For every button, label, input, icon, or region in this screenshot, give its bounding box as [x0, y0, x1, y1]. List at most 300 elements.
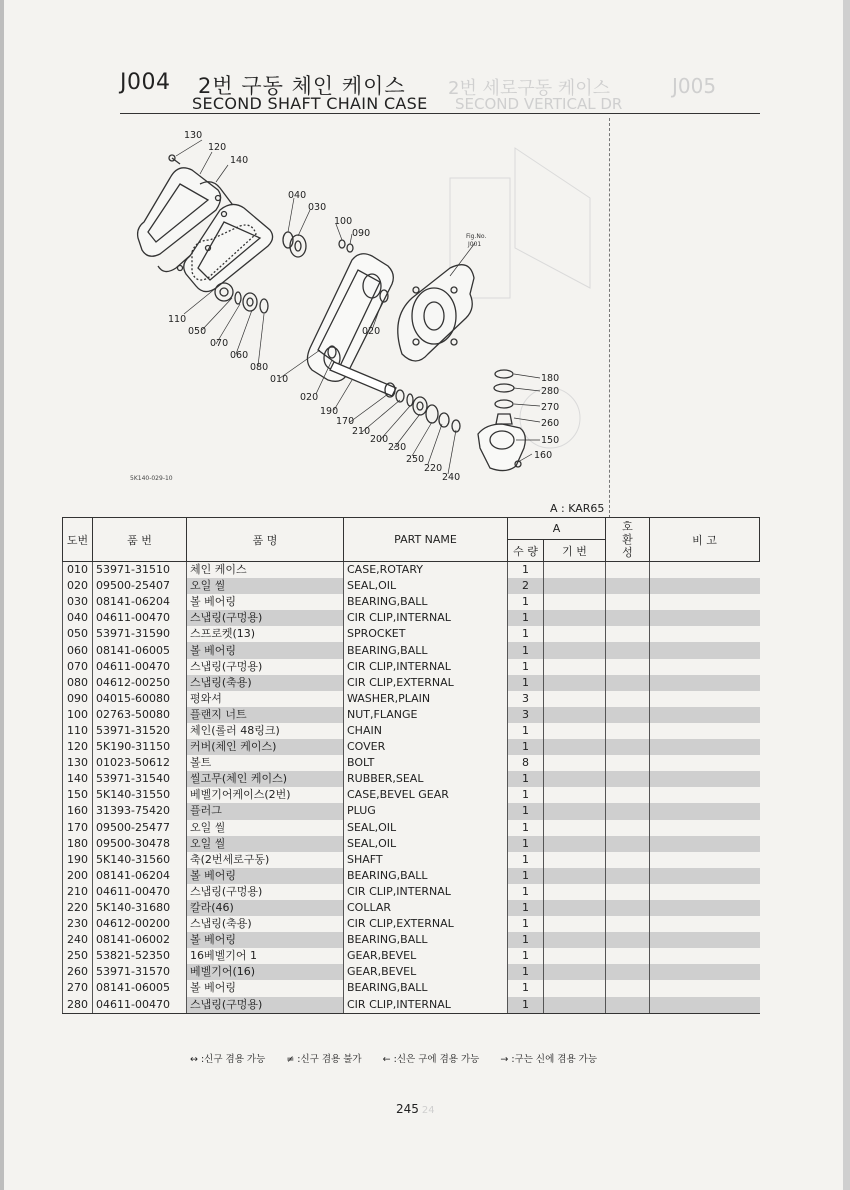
part-name-korean: 스프로켓(13)	[187, 626, 344, 642]
note	[650, 997, 760, 1014]
table-row	[63, 980, 760, 996]
part-number: 08141-06005	[93, 980, 187, 996]
table-row	[63, 594, 760, 610]
note	[650, 836, 760, 852]
item-number: 080	[63, 675, 93, 691]
base-number	[544, 610, 606, 626]
part-name-english: WASHER,PLAIN	[344, 691, 508, 707]
base-number	[544, 771, 606, 787]
base-number	[544, 852, 606, 868]
callout-200: 200	[370, 434, 389, 445]
compatibility	[606, 771, 650, 787]
part-name-english: CIR CLIP,INTERNAL	[344, 659, 508, 675]
part-name-english: GEAR,BEVEL	[344, 948, 508, 964]
note	[650, 707, 760, 723]
part-name-english: CHAIN	[344, 723, 508, 739]
scan-edge-right	[843, 0, 850, 1190]
note	[650, 610, 760, 626]
quantity: 1	[508, 836, 544, 852]
callout-040: 040	[288, 190, 307, 201]
table-row	[63, 723, 760, 739]
base-number	[544, 642, 606, 658]
table-row	[63, 642, 760, 658]
callout-020-upper: 020	[362, 326, 381, 337]
table-row	[63, 707, 760, 723]
quantity: 1	[508, 642, 544, 658]
header-no: 도번	[63, 518, 93, 562]
quantity: 1	[508, 594, 544, 610]
part-name-korean: 베벨기어케이스(2번)	[187, 787, 344, 803]
base-number	[544, 997, 606, 1014]
quantity: 1	[508, 916, 544, 932]
header-compat: 호 환 성	[606, 518, 650, 562]
section-title-korean: 2번 구동 체인 케이스	[198, 74, 406, 98]
compatibility	[606, 787, 650, 803]
note	[650, 787, 760, 803]
table-row	[63, 578, 760, 594]
table-row	[63, 884, 760, 900]
callout-010: 010	[270, 374, 289, 385]
scan-edge-left	[0, 0, 4, 1190]
ghost-title-en: SECOND VERTICAL DR	[455, 95, 623, 113]
part-number: 53821-52350	[93, 948, 187, 964]
item-number: 100	[63, 707, 93, 723]
base-number	[544, 707, 606, 723]
part-name-korean: 오일 씰	[187, 820, 344, 836]
part-name-english: COVER	[344, 739, 508, 755]
part-name-english: CASE,ROTARY	[344, 562, 508, 579]
callout-220: 220	[424, 463, 443, 474]
note	[650, 594, 760, 610]
part-name-english: BEARING,BALL	[344, 932, 508, 948]
part-name-english: CIR CLIP,INTERNAL	[344, 997, 508, 1014]
item-number: 230	[63, 916, 93, 932]
base-number	[544, 562, 606, 579]
part-number: 5K140-31680	[93, 900, 187, 916]
ghost-title-ko: 2번 세로구동 케이스	[448, 78, 610, 99]
part-name-korean: 스냅링(구멍용)	[187, 659, 344, 675]
section-code: J004	[120, 70, 171, 95]
quantity: 1	[508, 997, 544, 1014]
callout-240: 240	[442, 472, 461, 483]
quantity: 1	[508, 771, 544, 787]
item-number: 040	[63, 610, 93, 626]
part-name-english: PLUG	[344, 803, 508, 819]
callout-100: 100	[334, 216, 353, 227]
note	[650, 868, 760, 884]
part-name-english: COLLAR	[344, 900, 508, 916]
quantity: 3	[508, 691, 544, 707]
callout-230: 230	[388, 442, 407, 453]
part-number: 09500-25407	[93, 578, 187, 594]
part-name-korean: 볼 베어링	[187, 932, 344, 948]
base-number	[544, 948, 606, 964]
compatibility	[606, 884, 650, 900]
part-name-korean: 평와셔	[187, 691, 344, 707]
quantity: 8	[508, 755, 544, 771]
callout-170: 170	[336, 416, 355, 427]
header-part-name-ko: 품 명	[187, 518, 344, 562]
compatibility	[606, 820, 650, 836]
part-name-english: BEARING,BALL	[344, 868, 508, 884]
compatibility	[606, 594, 650, 610]
compatibility	[606, 723, 650, 739]
table-row	[63, 803, 760, 819]
part-number: 08141-06204	[93, 868, 187, 884]
table-row	[63, 771, 760, 787]
page-header	[120, 70, 760, 114]
compatibility	[606, 691, 650, 707]
part-name-english: CIR CLIP,EXTERNAL	[344, 916, 508, 932]
callout-130: 130	[184, 130, 203, 141]
part-name-english: RUBBER,SEAL	[344, 771, 508, 787]
compatibility	[606, 852, 650, 868]
part-name-english: GEAR,BEVEL	[344, 964, 508, 980]
part-number: 04612-00250	[93, 675, 187, 691]
callout-050: 050	[188, 326, 207, 337]
part-name-english: NUT,FLANGE	[344, 707, 508, 723]
quantity: 1	[508, 803, 544, 819]
exploded-parts-diagram	[120, 118, 610, 498]
note	[650, 803, 760, 819]
note	[650, 948, 760, 964]
item-number: 060	[63, 642, 93, 658]
part-name-english: SEAL,OIL	[344, 578, 508, 594]
compatibility	[606, 707, 650, 723]
part-name-korean: 칼라(46)	[187, 900, 344, 916]
part-name-korean: 스냅링(축용)	[187, 675, 344, 691]
quantity: 1	[508, 948, 544, 964]
compatibility	[606, 642, 650, 658]
table-row	[63, 948, 760, 964]
compatibility	[606, 836, 650, 852]
base-number	[544, 626, 606, 642]
quantity: 1	[508, 610, 544, 626]
legend-item: ← :신은 구에 겸용 가능	[382, 1054, 480, 1065]
compatibility	[606, 739, 650, 755]
part-number: 04611-00470	[93, 659, 187, 675]
part-number: 04611-00470	[93, 610, 187, 626]
part-name-english: SPROCKET	[344, 626, 508, 642]
part-number: 5K140-31550	[93, 787, 187, 803]
part-number: 04611-00470	[93, 997, 187, 1014]
part-name-english: CIR CLIP,INTERNAL	[344, 610, 508, 626]
quantity: 1	[508, 964, 544, 980]
note	[650, 675, 760, 691]
base-number	[544, 691, 606, 707]
part-name-korean: 체인 케이스	[187, 562, 344, 579]
table-row	[63, 836, 760, 852]
part-number: 02763-50080	[93, 707, 187, 723]
callout-080: 080	[250, 362, 269, 373]
part-number: 04611-00470	[93, 884, 187, 900]
part-name-korean: 오일 씰	[187, 578, 344, 594]
part-name-korean: 스냅링(구멍용)	[187, 997, 344, 1014]
part-name-korean: 스냅링(축용)	[187, 916, 344, 932]
callout-060: 060	[230, 350, 249, 361]
table-row	[63, 675, 760, 691]
compatibility	[606, 932, 650, 948]
item-number: 280	[63, 997, 93, 1014]
item-number: 120	[63, 739, 93, 755]
part-name-korean: 볼 베어링	[187, 594, 344, 610]
note	[650, 820, 760, 836]
table-row	[63, 691, 760, 707]
callout-260: 260	[541, 418, 560, 429]
compatibility	[606, 980, 650, 996]
part-number: 09500-25477	[93, 820, 187, 836]
part-name-english: CASE,BEVEL GEAR	[344, 787, 508, 803]
quantity: 1	[508, 820, 544, 836]
note	[650, 659, 760, 675]
fig-reference-line2: J001	[468, 241, 482, 248]
item-number: 010	[63, 562, 93, 579]
legend-item: → :구는 신에 겸용 가능	[500, 1054, 597, 1065]
compatibility	[606, 964, 650, 980]
callout-210: 210	[352, 426, 371, 437]
item-number: 150	[63, 787, 93, 803]
compatibility	[606, 900, 650, 916]
item-number: 110	[63, 723, 93, 739]
ghost-page-number: 24	[421, 1105, 435, 1116]
callout-070: 070	[210, 338, 229, 349]
header-rule	[120, 113, 760, 114]
page-number: 245 24	[396, 1102, 435, 1116]
quantity: 1	[508, 659, 544, 675]
part-name-english: BOLT	[344, 755, 508, 771]
base-number	[544, 900, 606, 916]
header-note: 비 고	[650, 518, 760, 562]
part-number: 5K140-31560	[93, 852, 187, 868]
table-row	[63, 626, 760, 642]
fig-reference-line1: Fig.No.	[466, 233, 487, 240]
part-name-korean: 씰고무(체인 케이스)	[187, 771, 344, 787]
compatibility	[606, 626, 650, 642]
quantity: 1	[508, 884, 544, 900]
note	[650, 562, 760, 579]
quantity: 1	[508, 739, 544, 755]
quantity: 2	[508, 578, 544, 594]
callout-190: 190	[320, 406, 339, 417]
part-name-korean: 볼 베어링	[187, 642, 344, 658]
part-number: 08141-06204	[93, 594, 187, 610]
item-number: 020	[63, 578, 93, 594]
callout-120: 120	[208, 142, 227, 153]
part-number: 01023-50612	[93, 755, 187, 771]
quantity: 1	[508, 723, 544, 739]
header-part-name: PART NAME	[344, 518, 508, 562]
compatibility	[606, 948, 650, 964]
part-name-korean: 플러그	[187, 803, 344, 819]
compatibility	[606, 997, 650, 1014]
compatibility	[606, 755, 650, 771]
part-number: 31393-75420	[93, 803, 187, 819]
callout-150: 150	[541, 435, 560, 446]
part-name-english: SEAL,OIL	[344, 836, 508, 852]
ghost-code: J005	[672, 74, 717, 98]
part-name-korean: 축(2번세로구동)	[187, 852, 344, 868]
table-row	[63, 610, 760, 626]
compatibility	[606, 610, 650, 626]
base-number	[544, 739, 606, 755]
part-name-english: CIR CLIP,INTERNAL	[344, 884, 508, 900]
item-number: 220	[63, 900, 93, 916]
item-number: 200	[63, 868, 93, 884]
part-number: 53971-31520	[93, 723, 187, 739]
callout-160: 160	[534, 450, 553, 461]
base-number	[544, 868, 606, 884]
compatibility	[606, 562, 650, 579]
note	[650, 900, 760, 916]
note	[650, 578, 760, 594]
compatibility	[606, 659, 650, 675]
part-number: 53971-31510	[93, 562, 187, 579]
base-number	[544, 820, 606, 836]
note	[650, 755, 760, 771]
quantity: 1	[508, 562, 544, 579]
part-name-english: CIR CLIP,EXTERNAL	[344, 675, 508, 691]
part-number: 04015-60080	[93, 691, 187, 707]
item-number: 090	[63, 691, 93, 707]
table-row	[63, 739, 760, 755]
part-name-korean: 체인(롤러 48링크)	[187, 723, 344, 739]
part-name-english: BEARING,BALL	[344, 594, 508, 610]
base-number	[544, 884, 606, 900]
table-row	[63, 868, 760, 884]
base-number	[544, 755, 606, 771]
part-name-korean: 볼트	[187, 755, 344, 771]
part-number: 08141-06005	[93, 642, 187, 658]
table-row	[63, 900, 760, 916]
table-row	[63, 820, 760, 836]
base-number	[544, 803, 606, 819]
base-number	[544, 916, 606, 932]
note	[650, 964, 760, 980]
callout-030: 030	[308, 202, 327, 213]
item-number: 210	[63, 884, 93, 900]
callout-280: 280	[541, 386, 560, 397]
callout-140: 140	[230, 155, 249, 166]
part-number: 5K190-31150	[93, 739, 187, 755]
header-qty: 수 량	[508, 540, 544, 562]
base-number	[544, 787, 606, 803]
base-number	[544, 594, 606, 610]
part-name-korean: 커버(체인 케이스)	[187, 739, 344, 755]
table-row	[63, 852, 760, 868]
note	[650, 626, 760, 642]
callout-270: 270	[541, 402, 560, 413]
base-number	[544, 723, 606, 739]
variant-label: A : KAR65	[550, 502, 605, 515]
table-row	[63, 964, 760, 980]
note	[650, 916, 760, 932]
compatibility-legend	[190, 1051, 615, 1065]
item-number: 030	[63, 594, 93, 610]
section-title-english: SECOND SHAFT CHAIN CASE	[192, 94, 428, 113]
part-name-korean: 볼 베어링	[187, 868, 344, 884]
base-number	[544, 659, 606, 675]
part-name-korean: 16베벨기어 1	[187, 948, 344, 964]
note	[650, 691, 760, 707]
quantity: 1	[508, 868, 544, 884]
note	[650, 739, 760, 755]
quantity: 3	[508, 707, 544, 723]
compatibility	[606, 868, 650, 884]
item-number: 270	[63, 980, 93, 996]
item-number: 170	[63, 820, 93, 836]
compatibility	[606, 675, 650, 691]
base-number	[544, 932, 606, 948]
part-number: 08141-06002	[93, 932, 187, 948]
item-number: 250	[63, 948, 93, 964]
item-number: 160	[63, 803, 93, 819]
note	[650, 771, 760, 787]
table-row	[63, 997, 760, 1014]
base-number	[544, 675, 606, 691]
callout-180: 180	[541, 373, 560, 384]
header-base: 기 번	[544, 540, 606, 562]
parts-list-table	[62, 517, 760, 1014]
part-number: 53971-31590	[93, 626, 187, 642]
part-number: 53971-31540	[93, 771, 187, 787]
part-number: 09500-30478	[93, 836, 187, 852]
quantity: 1	[508, 626, 544, 642]
part-name-english: SEAL,OIL	[344, 820, 508, 836]
item-number: 180	[63, 836, 93, 852]
item-number: 190	[63, 852, 93, 868]
item-number: 050	[63, 626, 93, 642]
table-row	[63, 932, 760, 948]
table-row	[63, 562, 760, 579]
item-number: 240	[63, 932, 93, 948]
base-number	[544, 836, 606, 852]
quantity: 1	[508, 787, 544, 803]
callout-090: 090	[352, 228, 371, 239]
quantity: 1	[508, 980, 544, 996]
part-name-korean: 스냅링(구멍용)	[187, 884, 344, 900]
part-name-korean: 볼 베어링	[187, 980, 344, 996]
part-name-korean: 베벨기어(16)	[187, 964, 344, 980]
note	[650, 642, 760, 658]
part-name-english: SHAFT	[344, 852, 508, 868]
note	[650, 980, 760, 996]
part-name-korean: 플랜지 너트	[187, 707, 344, 723]
part-name-korean: 오일 씰	[187, 836, 344, 852]
item-number: 070	[63, 659, 93, 675]
compatibility	[606, 916, 650, 932]
base-number	[544, 980, 606, 996]
note	[650, 884, 760, 900]
part-name-korean: 스냅링(구멍용)	[187, 610, 344, 626]
item-number: 130	[63, 755, 93, 771]
legend-item: ↔ :신구 겸용 가능	[190, 1054, 266, 1065]
callout-250: 250	[406, 454, 425, 465]
quantity: 1	[508, 852, 544, 868]
callout-020-lower: 020	[300, 392, 319, 403]
legend-item: ≠ :신구 겸용 불가	[286, 1054, 362, 1065]
header-model: A	[508, 518, 606, 540]
quantity: 1	[508, 675, 544, 691]
part-name-english: BEARING,BALL	[344, 980, 508, 996]
table-row	[63, 659, 760, 675]
parts-table-body	[63, 562, 760, 1014]
base-number	[544, 578, 606, 594]
part-name-english: BEARING,BALL	[344, 642, 508, 658]
item-number: 260	[63, 964, 93, 980]
compatibility	[606, 578, 650, 594]
note	[650, 723, 760, 739]
table-row	[63, 916, 760, 932]
